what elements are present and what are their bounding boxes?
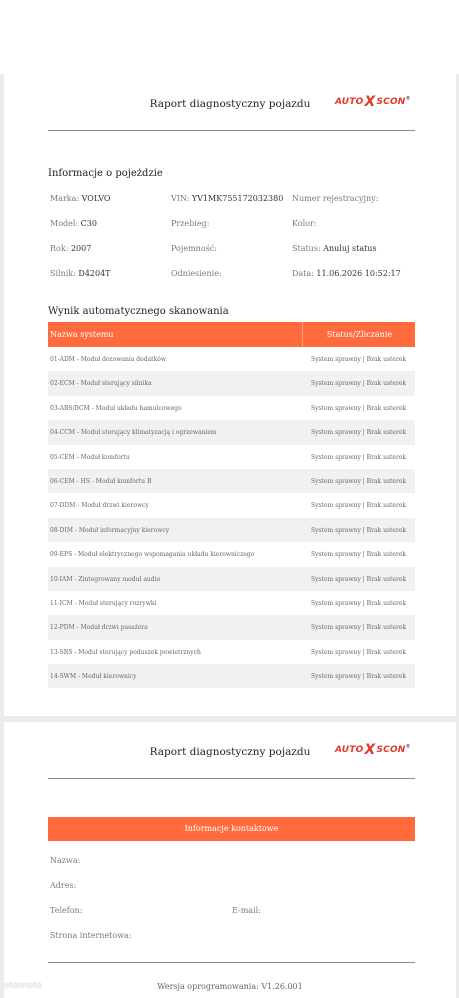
status-cell: System sprawny | Brak usterek [310, 429, 407, 437]
table-row [48, 493, 415, 517]
system-name-cell: 02-ECM - Moduł sterujący silnika [50, 380, 152, 388]
field-year: Rok: 2007 [50, 244, 92, 253]
system-name-cell: 03-ABS/BCM - Moduł układu hamulcowego [50, 404, 182, 412]
report-page-2 [4, 722, 456, 998]
table-row [48, 567, 415, 591]
status-cell: System sprawny | Brak usterek [310, 356, 407, 363]
contact-name-label: Nazwa: [50, 856, 81, 865]
system-name-cell: 11-ICM - Moduł sterujący rozrywki [50, 599, 157, 607]
software-version: Wersja oprogramowania: V1.26.001 [157, 982, 303, 991]
top-blank-area [0, 0, 459, 74]
table-row [48, 518, 415, 542]
field-reference: Odniesienie: [171, 269, 222, 278]
system-name-cell: 06-CEM - HS - Moduł komfortu B [50, 477, 152, 485]
system-name-cell: 07-DDM - Moduł drzwi kierowcy [50, 502, 149, 510]
field-engine: Silnik: D4204T [50, 269, 111, 278]
report-title-page-2: Raport diagnostyczny pojazdu [149, 746, 311, 758]
header-divider [48, 130, 415, 131]
status-cell: System sprawny | Brak usterek [310, 648, 407, 656]
status-cell: System sprawny | Brak usterek [310, 526, 407, 534]
table-row [48, 640, 415, 664]
table-row [48, 469, 415, 493]
status-cell: System sprawny | Brak usterek [310, 551, 407, 559]
table-row [48, 445, 415, 469]
scan-result-title: Wynik automatycznego skanowania [48, 306, 229, 317]
contact-address-label: Adres: [50, 881, 77, 890]
table-row [48, 591, 415, 615]
col-status: Status/Zliczanie [302, 322, 416, 347]
contact-website-label: Strona internetowa: [50, 931, 132, 940]
table-row [48, 371, 415, 395]
system-name-cell: 10-IAM - Zintegrowany moduł audio [50, 575, 161, 583]
report-title: Raport diagnostyczny pojazdu [149, 98, 311, 110]
field-status: Status: Anuluj status [292, 244, 377, 253]
header-divider-page-2 [48, 778, 415, 779]
table-row [48, 542, 415, 566]
report-page-1 [4, 74, 456, 716]
system-name-cell: 12-PDM - Moduł drzwi pasażera [50, 624, 148, 632]
status-cell: System sprawny | Brak usterek [310, 477, 407, 485]
contact-email-label: E-mail: [232, 906, 261, 915]
scan-results-table [48, 322, 415, 688]
table-header [48, 322, 415, 347]
field-registration: Numer rejestracyjny: [292, 194, 379, 203]
field-vin: VIN: YV1MK755172032380 [171, 194, 284, 203]
system-name-cell: 13-SRS - Moduł sterujący poduszek powietrznych [50, 648, 201, 656]
field-model: Model: C30 [50, 219, 97, 228]
contact-phone-label: Telefon: [50, 906, 83, 915]
field-mileage: Przebieg: [171, 219, 210, 228]
status-cell: System sprawny | Brak usterek [310, 624, 407, 632]
system-name-cell: 08-DIM - Moduł informacyjny kierowcy [50, 526, 170, 534]
system-name-cell: 05-CEM - Moduł komfortu [50, 453, 130, 461]
otomoto-watermark: otomoto [4, 981, 42, 991]
table-row [48, 347, 415, 371]
status-cell: System sprawny | Brak usterek [310, 673, 407, 681]
vehicle-info-title: Informacje o pojeżdzie [48, 168, 163, 179]
table-row [48, 420, 415, 444]
table-row [48, 664, 415, 688]
system-name-cell: 09-EPS - Moduł elektrycznego wspomagania układu kierowniczego [50, 551, 255, 559]
table-row [48, 396, 415, 420]
system-name-cell: 01-ADM - Moduł dozowania dodatków [50, 356, 166, 363]
table-row [48, 615, 415, 639]
field-color: Kolor: [292, 219, 317, 228]
field-date: Data: 11.06.2026 10:52:17 [292, 269, 401, 278]
field-capacity: Pojemność: [171, 244, 217, 253]
status-cell: System sprawny | Brak usterek [310, 453, 407, 461]
status-cell: System sprawny | Brak usterek [310, 575, 407, 583]
autoxscan-logo-page-2: AUTOXSCON® [335, 742, 411, 758]
status-cell: System sprawny | Brak usterek [310, 380, 407, 388]
system-name-cell: 14-SWM - Moduł kierownicy [50, 673, 137, 681]
footer-divider [48, 962, 415, 963]
status-cell: System sprawny | Brak usterek [310, 599, 407, 607]
autoxscan-logo: AUTOXSCON® [335, 94, 411, 110]
system-name-cell: 04-CCM - Moduł sterujący klimatyzacją i ogrzewaniem [50, 429, 217, 437]
col-system-name: Nazwa systemu [50, 330, 114, 339]
field-make: Marka: VOLVO [50, 194, 111, 203]
status-cell: System sprawny | Brak usterek [310, 502, 407, 510]
status-cell: System sprawny | Brak usterek [310, 404, 407, 412]
contact-info-bar: Informacje kontaktowe [48, 817, 415, 841]
